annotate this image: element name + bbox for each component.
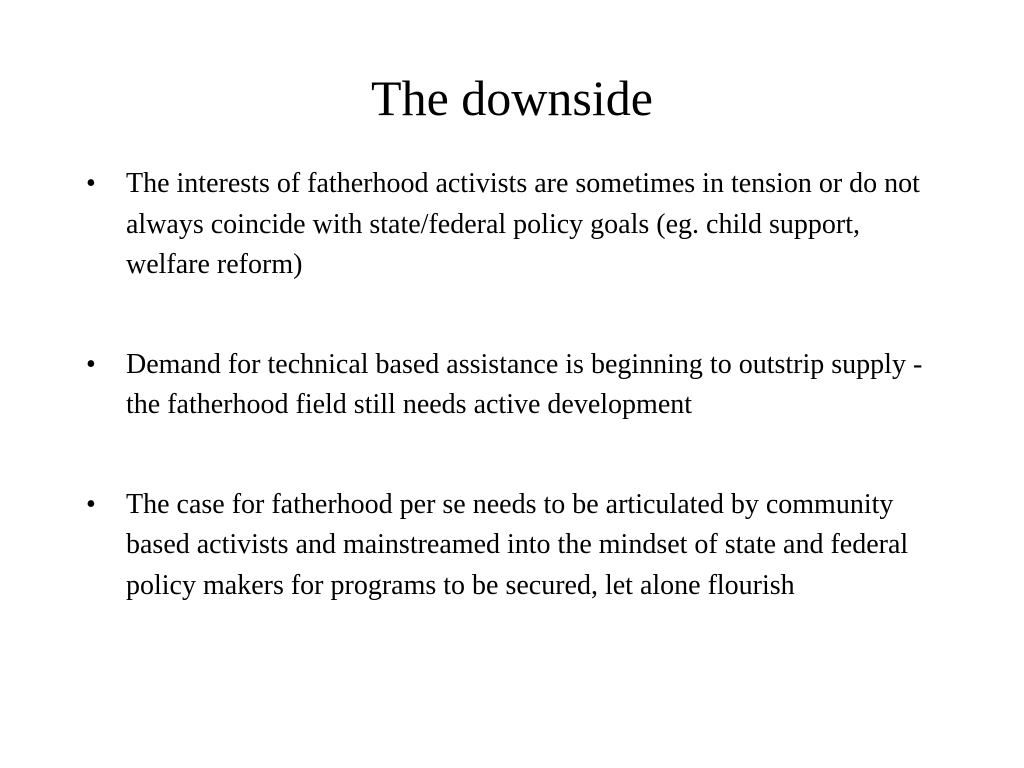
bullet-text: The interests of fatherhood activists are sometimes in tension or do not always coincide with state/federal policy goals (eg. child support, welfare reform): [126, 168, 920, 280]
bullet-text: Demand for technical based assistance is beginning to outstrip supply - the fatherhood field still needs active development: [126, 348, 923, 420]
bullet-marker: •: [86, 168, 96, 199]
bullet-list: [86, 164, 946, 606]
bullet-item: [86, 164, 946, 286]
bullet-text: The case for fatherhood per se needs to be articulated by community based activists and mainstreamed into the mindset of state and federal policy makers for programs to be secured, let alone flourish: [126, 488, 909, 601]
bullet-marker: •: [86, 348, 96, 380]
bullet-marker: •: [86, 488, 96, 520]
slide-title: The downside: [371, 70, 653, 126]
bullet-item: [86, 345, 946, 426]
bullet-item: [86, 485, 946, 607]
